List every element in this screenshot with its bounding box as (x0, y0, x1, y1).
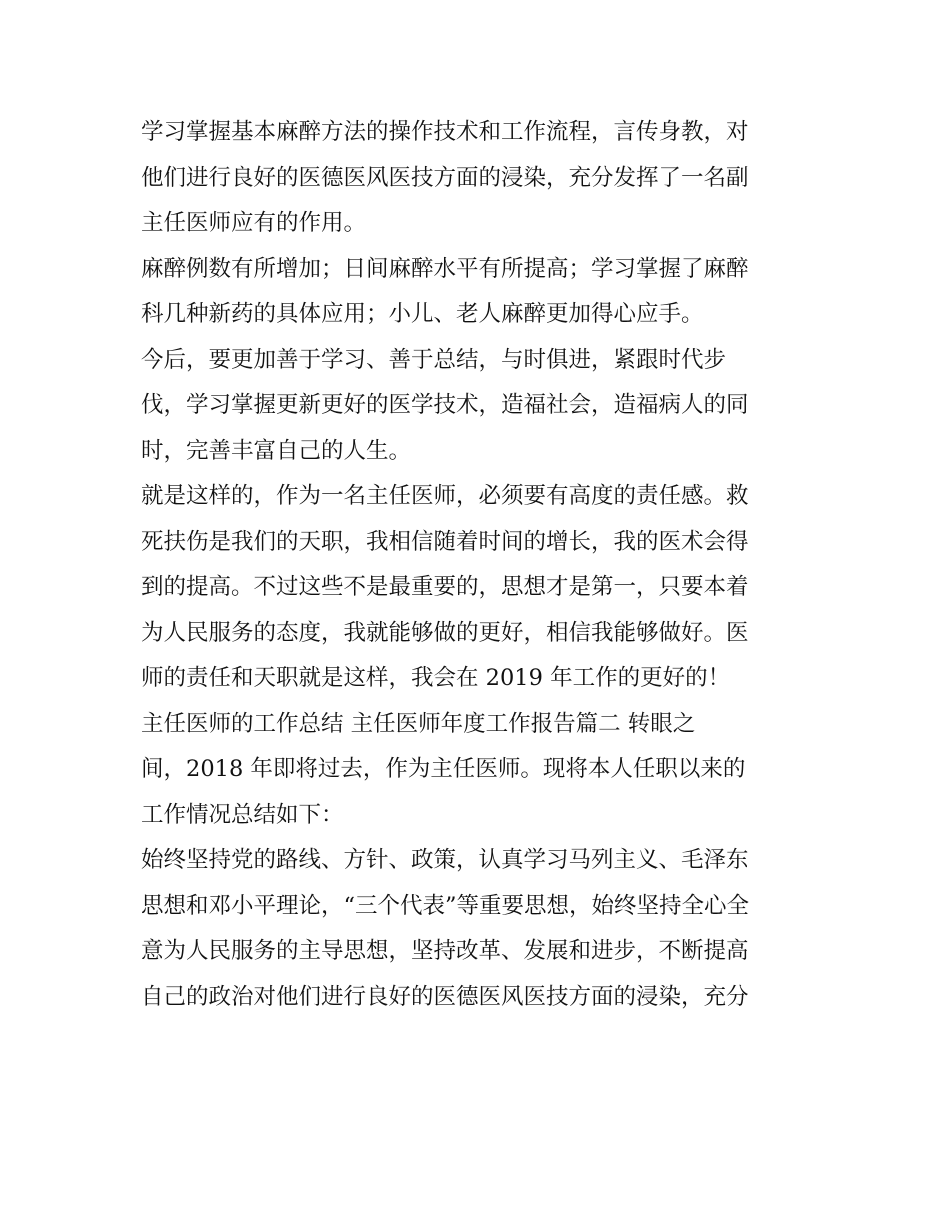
text-line: 自己的政治对他们进行良好的医德医风医技方面的浸染，充分 (141, 983, 749, 1010)
text-line: 时，完善丰富自己的人生。 (141, 437, 412, 464)
text-line: 始终坚持党的路线、方针、政策，认真学习马列主义、毛泽东 (141, 847, 749, 873)
text-line: 今后，要更加善于学习、善于总结，与时俱进，紧跟时代步 (141, 346, 727, 373)
text-line: 主任医师的工作总结 主任医师年度工作报告篇二 转眼之 (141, 710, 696, 737)
text-line: 工作情况总结如下： (141, 801, 344, 828)
text-line: 主任医师应有的作用。 (141, 210, 367, 236)
text-line: 意为人民服务的主导思想，坚持改革、发展和进步，不断提高 (141, 938, 749, 964)
text-line: 学习掌握基本麻醉方法的操作技术和工作流程，言传身教，对 (141, 119, 749, 145)
text-line: 麻醉例数有所增加；日间麻醉水平有所提高；学习掌握了麻醉 (141, 255, 749, 282)
text-line: 为人民服务的态度，我就能够做的更好，相信我能够做好。医 (141, 619, 749, 646)
text-line: 思想和邓小平理论，“三个代表”等重要思想，始终坚持全心全 (141, 892, 750, 919)
text-line: 就是这样的，作为一名主任医师，必须要有高度的责任感。救 (141, 483, 749, 509)
text-line: 死扶伤是我们的天职，我相信随着时间的增长，我的医术会得 (141, 528, 749, 555)
text-line: 科几种新药的具体应用；小儿、老人麻醉更加得心应手。 (141, 301, 704, 327)
text-line: 伐，学习掌握更新更好的医学技术，造福社会，造福病人的同 (141, 392, 749, 418)
text-line: 到的提高。不过这些不是最重要的，思想才是第一，只要本着 (141, 574, 749, 600)
text-line: 间，2018 年即将过去，作为主任医师。现将本人任职以来的 (141, 756, 746, 782)
text-line: 他们进行良好的医德医风医技方面的浸染，充分发挥了一名副 (141, 164, 749, 191)
document-body (141, 110, 821, 1020)
text-line: 师的责任和天职就是这样，我会在 2019 年工作的更好的！ (141, 665, 731, 691)
